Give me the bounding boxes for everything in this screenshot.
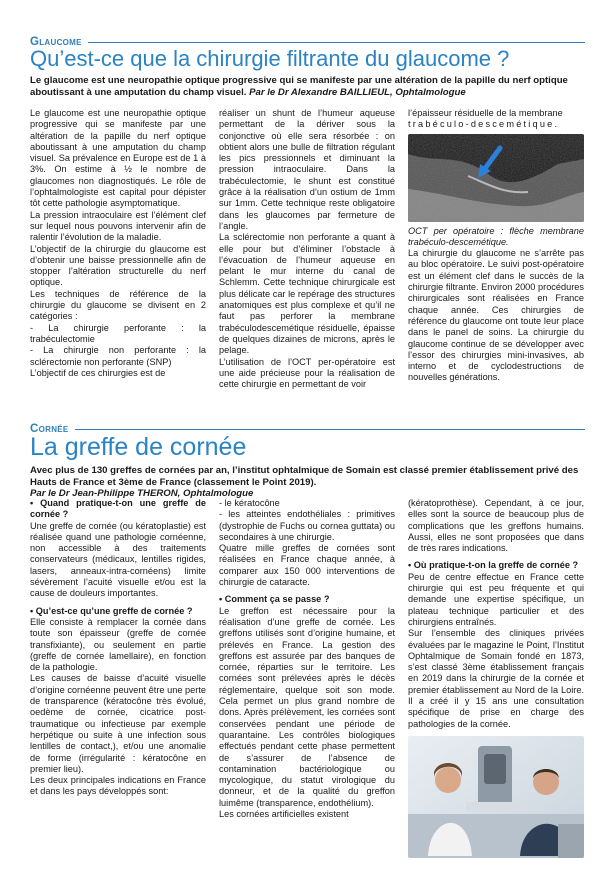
- oct-image: [408, 134, 584, 222]
- article-author: Par le Dr Jean-Philippe THERON, Ophtalmologue: [30, 488, 254, 500]
- paragraph: Sur l’ensemble des cliniques privées évaluées par le magazine le Point, l’Institut Ophtalmique de Somain fondé en 1873, s’est classé 3ème établissement français en 2019 dans la chirurgie de la cornée et premier établissement au Nord de la Loire. Il a créé il y 15 ans une consultation spécifique de prise en charge des pathologies de la cornée.: [408, 628, 584, 729]
- paragraph: Les deux principales indications en France et dans les pays développés sont:: [30, 775, 206, 797]
- paragraph: l’épaisseur résiduelle de la membrane: [408, 108, 563, 118]
- paragraph: Les techniques de référence de la chirurgie du glaucome se divisent en 2 catégories :: [30, 288, 206, 322]
- paragraph: Elle consiste à remplacer la cornée dans toute son épaisseur (greffe de cornée transfixiante), ou seulement en partie (greffe de cornée lamellaire), en fonction de la pathologie.: [30, 616, 206, 673]
- paragraph: La sclérectomie non perforante a quant à elle pour but d’éliminer l’obstacle à l’évacuation de l’humeur aqueuse en pelant le mur interne du canal de Schlemm. Cette technique chirurgicale est plus délicate car le repérage des structures anatomiques est plus complexe et qu’il ne faut pas perforer la membrane trabéculodescemétique résiduelle, épaisse de quelques dizaines de microns, après le pelage.: [219, 232, 395, 356]
- subheading: • Comment ça se passe ?: [219, 594, 330, 605]
- paragraph: Le greffon est nécessaire pour la réalisation d’une greffe de cornée. Les greffons utilisés sont d’origine humaine, et prélevés en France. La gestion des greffons est assurée par des banques de cornée, réparties sur le territoire. Les cornées sont prélevées après le décès réglementaire, quelque soit son mode. Cela permet un plus grand nombre de dons. Après prélèvement, les cornées sont conservées pendant une période de quarantaine. Les contrôles biologiques effectués pendant cette phase permettent de s’assurer de l’absence de contamination bactériologique ou mycologique, du statut virologique du donneur, et de la qualité du greffon luimême (transparence, endothélium).: [219, 605, 395, 808]
- consultation-photo: [408, 736, 584, 858]
- paragraph: Les causes de baisse d’acuité visuelle d’origine cornéenne peuvent être une perte de transparence (kératocône très évolué, oedème de cornée, cicatrice post-traumatique ou infectieuse par exemple herpétique ou suite à une infection sous lentilles de contact,), et/ou une anomalie de forme (irrégularité : kératocône en premier lieu).: [30, 673, 206, 774]
- article-title: La greffe de cornée: [30, 433, 247, 461]
- article-title: Qu’est-ce que la chirurgie filtrante du glaucome ?: [30, 46, 510, 71]
- paragraph: Quatre mille greffes de cornées sont réalisées en France chaque année, à comparer aux 150 000 interventions de chirurgie de cataracte.: [219, 543, 395, 588]
- section-kicker: Glaucome: [30, 36, 82, 48]
- paragraph: Une greffe de cornée (ou kératoplastie) est réalisée quand une pathologie cornéenne, non accessible à des traitements conservateurs (médicaux, lentilles rigides, lasers, anneaux-intra-cornéens) limite sévèrement l’acuité visuelle et/ou est la cause de douleurs importantes.: [30, 520, 206, 599]
- paragraph: La pression intraoculaire est l’élément clef sur lequel nous pouvons intervenir afin de ralentir l’évolution de la maladie.: [30, 209, 206, 243]
- article-author: Par le Dr Alexandre BAILLIEUL, Ophtalmologue: [249, 86, 466, 98]
- article-lead: Avec plus de 130 greffes de cornées par an, l’institut ophtalmique de Somain est classé premier établissement privé des Hauts de France et 3ème de France (classement le Point 2019). Par le Dr Jean-Philippe THERON, Ophtalmologue: [30, 465, 579, 500]
- paragraph: réaliser un shunt de l’humeur aqueuse permettant de la dériver sous la conjonctive où elle sera résorbée : on obtient alors une bulle de filtration régulant les pics pressionnels et diminuant la pression intraoculaire. Dans la trabéculectomie, le shunt est constitué grâce à la réalisation d’un ostium de 1mm sur 1mm. Cette technique reste obligatoire dans les glaucomes par fermeture de l’angle.: [219, 108, 395, 231]
- section-kicker: Cornée: [30, 423, 69, 435]
- paragraph: - le kératocône: [219, 498, 280, 508]
- paragraph: trabéculo-descemétique.: [408, 119, 560, 130]
- subheading: • Qu’est-ce qu’une greffe de cornée ?: [30, 605, 193, 616]
- column-2: [219, 108, 395, 423]
- oct-scan-graphic: [408, 134, 584, 222]
- paragraph: L’utilisation de l’OCT per-opératoire est une aide précieuse pour la réalisation de cette chirurgie en permettant de voir: [219, 356, 395, 390]
- paragraph: Les cornées artificielles existent: [219, 809, 349, 820]
- article-lead: Le glaucome est une neuropathie optique progressive qui se manifeste par une altération de la papille du nerf optique aboutissant à une amputation du champ visuel. Par le Dr Alexandre BAILLIEUL, Ophtalmologue: [30, 75, 568, 98]
- paragraph: Peu de centre effectue en France cette chirurgie qui est peu fréquente et qui demande une expertise spécifique, un plateau technique particulier et des chirurgiens entraînés.: [408, 571, 584, 627]
- paragraph: Le glaucome est une neuropathie optique progressive qui se manifeste par une altération de la papille du nerf optique aboutissant à une amputation du champ visuel. Sa prévalence en Europe est de 1 à 3%. On estime à ½ le nombre de glaucomes non diagnostiqués. Le rôle de l’ophtalmologiste est capital pour dépister tôt cette pathologie asymptomatique.: [30, 108, 206, 209]
- column-3: [408, 108, 584, 423]
- subheading: • Où pratique-t-on la greffe de cornée ?: [408, 560, 579, 571]
- doctor-patient-illustration: [408, 736, 584, 858]
- column-1: [30, 108, 206, 423]
- column-3: [408, 498, 584, 838]
- column-2: [219, 498, 395, 838]
- paragraph: (kératoprothèse). Cependant, à ce jour, elles sont la source de beaucoup plus de complications que les greffons humains. Aussi, elles ne sont proposées que dans de très rares indications.: [408, 498, 584, 554]
- column-1: [30, 498, 206, 838]
- paragraph: - La chirurgie perforante : la trabéculectomie: [30, 322, 206, 344]
- subheading: • Quand pratique-t-on une greffe de cornée ?: [30, 498, 206, 520]
- glaucome-header: [30, 36, 585, 98]
- paragraph: - La chirurgie non perforante : la sclérectomie non perforante (SNP): [30, 345, 206, 367]
- divider: [88, 42, 585, 43]
- image-caption: OCT per opératoire : flèche membrane trabéculo-descemétique.: [408, 225, 584, 247]
- cornee-header: [30, 423, 585, 500]
- paragraph: La chirurgie du glaucome ne s’arrête pas au bloc opératoire. Le suivi post-opératoire est un élément clef dans le succès de la chirurgie filtrante. Environ 2000 procédures chirurgicales sont réalisées en France chaque année. Ces chirurgies de référence du glaucome ont toute leur place dans le panel de soins. La chirurgie du glaucome continue de se développer avec l’essor des chirurgies mini-invasives, ab interno et de cyclodestructions de nouvelles générations.: [408, 248, 584, 383]
- cornee-columns: [30, 498, 584, 838]
- glaucome-columns: [30, 108, 584, 423]
- paragraph: - les atteintes endothéliales : primitives (dystrophie de Fuchs ou cornea guttata) ou secondaires à une chirurgie.: [219, 509, 395, 542]
- divider: [75, 429, 585, 430]
- paragraph: L’objectif de la chirurgie du glaucome est d’obtenir une baisse pressionnelle afin de stopper l’altération structurelle du nerf optique.: [30, 243, 206, 288]
- paragraph: L’objectif de ces chirurgies est de: [30, 367, 166, 378]
